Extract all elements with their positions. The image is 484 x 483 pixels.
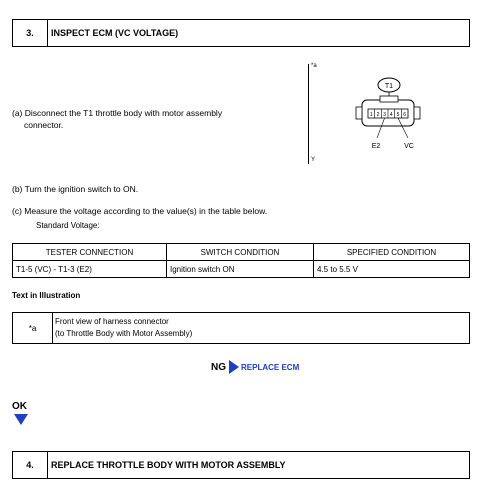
marker-cell xyxy=(13,313,53,344)
standard-voltage-label: Standard Voltage: xyxy=(36,221,100,230)
connector-label: T1 xyxy=(384,83,394,90)
table-header-row xyxy=(13,244,470,261)
instruction-b: (b) Turn the ignition switch to ON. xyxy=(12,184,139,194)
arrow-down-icon xyxy=(14,414,28,425)
ng-action-link[interactable]: REPLACE ECM xyxy=(241,362,300,372)
pin-vc-label: VC xyxy=(404,143,414,150)
table-cell: Ignition switch ON xyxy=(167,261,314,278)
connector-diagram xyxy=(350,74,450,154)
text-in-illustration-table xyxy=(12,312,470,344)
voltage-table xyxy=(12,243,470,278)
marker-y: Y xyxy=(311,157,316,163)
column-header: SPECIFIED CONDITION xyxy=(314,244,470,261)
connector-side-right xyxy=(414,107,420,119)
pin-number: 4 xyxy=(389,112,393,118)
pin-number: 2 xyxy=(376,112,380,118)
column-header: SWITCH CONDITION xyxy=(167,244,314,261)
instruction-a-cont: connector. xyxy=(24,120,64,130)
instruction-a: (a) Disconnect the T1 throttle body with motor assembly xyxy=(12,108,223,118)
table-row xyxy=(13,261,470,278)
pin-number: 3 xyxy=(383,112,386,118)
pin-number: 5 xyxy=(396,112,400,118)
instruction-c: (c) Measure the voltage according to the value(s) in the table below. xyxy=(12,206,268,216)
table-row xyxy=(13,313,470,344)
step-title: INSPECT ECM (VC VOLTAGE) xyxy=(51,28,179,38)
column-header: TESTER CONNECTION xyxy=(13,244,167,261)
step-3-header xyxy=(12,19,470,47)
step-4-header[interactable] xyxy=(12,451,470,479)
connector-side-left xyxy=(356,107,362,119)
marker: *a xyxy=(28,323,37,333)
pin-number: 1 xyxy=(369,112,373,118)
table-cell: 4.5 to 5.5 V xyxy=(314,261,470,278)
connector-lock-tab xyxy=(380,96,398,102)
step-number: 3. xyxy=(13,20,48,46)
description-cell xyxy=(53,313,470,344)
description-line: Front view of harness connector xyxy=(55,317,169,326)
ok-label: OK xyxy=(12,401,27,412)
marker-a: *a xyxy=(311,63,317,69)
description-line: (to Throttle Body with Motor Assembly) xyxy=(55,329,193,338)
ng-result xyxy=(211,360,299,374)
pin-e2-label: E2 xyxy=(371,143,381,150)
illustration-divider xyxy=(308,64,309,164)
ng-label: NG xyxy=(211,361,226,373)
step-title: REPLACE THROTTLE BODY WITH MOTOR ASSEMBLY xyxy=(51,460,286,470)
arrow-right-icon xyxy=(229,360,239,374)
text-in-illustration-heading: Text in Illustration xyxy=(12,291,81,300)
table-cell: T1-5 (VC) - T1-3 (E2) xyxy=(13,261,167,278)
step-number: 4. xyxy=(13,452,48,478)
pin-number: 6 xyxy=(403,112,406,118)
